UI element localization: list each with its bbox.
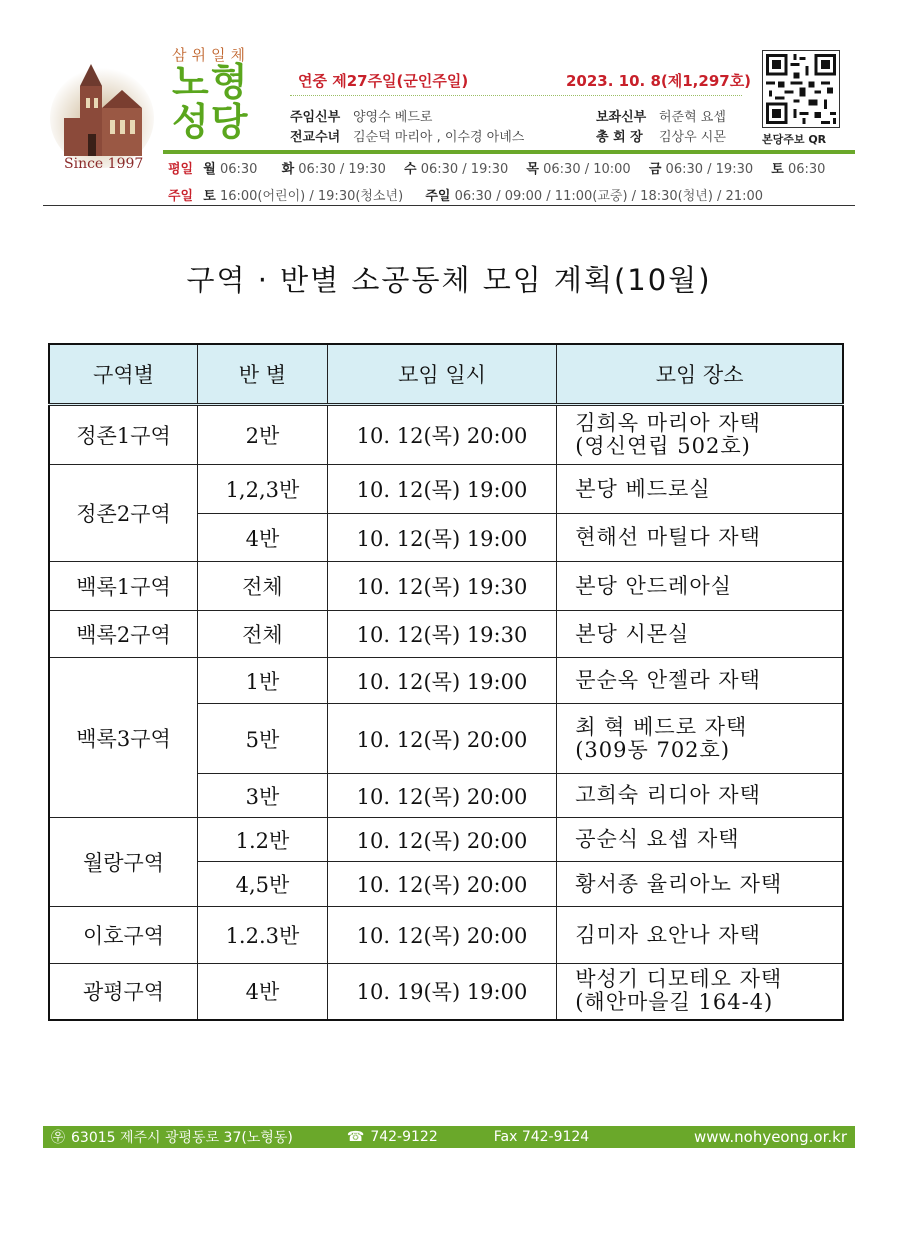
district-cell: 이호구역 (49, 907, 198, 964)
weekday-mass-schedule (168, 158, 825, 177)
sunday-times: 06:30 / 09:00 / 11:00(교중) / 18:30(청년) / 21:00 (454, 189, 764, 204)
saturday-times: 16:00(어린이) / 19:30(청소년) (219, 189, 404, 204)
place-cell (557, 405, 843, 465)
table-row (49, 611, 843, 658)
pastor-label: 주임신부 (290, 110, 341, 125)
weekday-times: 06:30 (787, 162, 826, 177)
page-title: 구역 · 반별 소공동체 모임 계획(10월) (186, 263, 712, 297)
datetime-cell: 10. 12(목) 19:30 (327, 611, 556, 658)
president-name: 김상우 시몬 (659, 130, 726, 145)
place-line: (영신연립 502호) (575, 434, 751, 458)
district-cell: 정존2구역 (49, 465, 198, 562)
datetime-cell: 10. 12(목) 20:00 (327, 818, 556, 862)
datetime-cell: 10. 12(목) 19:00 (327, 514, 556, 562)
table-header-row (49, 344, 843, 405)
sunday-day: 주일 (425, 189, 451, 204)
header-green-bar (163, 150, 855, 154)
place-cell: 고희숙 리디아 자택 (557, 774, 843, 818)
district-cell: 광평구역 (49, 964, 198, 1020)
district-cell: 월랑구역 (49, 818, 198, 907)
place-cell: 본당 베드로실 (557, 465, 843, 514)
assistant-name: 허준혁 요셉 (659, 110, 726, 125)
footer-phone: 742-9122 (370, 1129, 438, 1145)
place-cell: 황서종 율리아노 자택 (557, 862, 843, 907)
trinity-label: 삼위일체 (172, 46, 250, 64)
weekday-day: 수 (404, 162, 417, 177)
place-line: 박성기 디모테오 자택 (575, 967, 783, 992)
group-cell: 3반 (198, 774, 328, 818)
datetime-cell: 10. 12(목) 20:00 (327, 774, 556, 818)
datetime-cell: 10. 12(목) 20:00 (327, 907, 556, 964)
datetime-cell: 10. 12(목) 19:30 (327, 562, 556, 611)
place-cell: 본당 안드레아실 (557, 562, 843, 611)
group-cell: 1.2반 (198, 818, 328, 862)
table-row (49, 658, 843, 704)
liturgical-sunday: 연중 제27주일(군인주일) (298, 72, 469, 90)
group-cell: 1반 (198, 658, 328, 704)
place-line: 최 혁 베드로 자택 (575, 714, 748, 739)
table-row (49, 907, 843, 964)
church-logo (50, 58, 154, 168)
table-row (49, 562, 843, 611)
weekday-day: 금 (648, 162, 662, 177)
weekday-label: 평일 (168, 162, 194, 177)
weekday-times: 06:30 / 19:30 (298, 162, 386, 177)
group-cell: 4,5반 (198, 862, 328, 907)
dotted-divider (290, 95, 742, 96)
datetime-cell: 10. 12(목) 19:00 (327, 465, 556, 514)
issue-date: 2023. 10. 8(제1,297호) (566, 72, 752, 90)
footer-address: 63015 제주시 광평동로 37(노형동) (71, 1130, 293, 1146)
datetime-cell: 10. 19(목) 19:00 (327, 964, 556, 1020)
meeting-schedule-table (48, 343, 844, 1021)
place-cell: 본당 시몬실 (557, 611, 843, 658)
weekday-times: 06:30 (219, 162, 258, 177)
sisters-label: 전교수녀 (290, 130, 341, 145)
sunday-mass-schedule (168, 185, 763, 204)
phone-icon: ☎ (346, 1129, 365, 1145)
footer-bar (43, 1126, 855, 1148)
district-cell: 백록3구역 (49, 658, 198, 818)
pastor-name: 양영수 베드로 (353, 110, 433, 125)
table-row (49, 405, 843, 465)
president-label: 총 회 장 (596, 130, 643, 145)
footer-website-link[interactable]: www.nohyeong.or.kr (693, 1128, 847, 1146)
weekday-times: 06:30 / 10:00 (543, 162, 631, 177)
table-row (49, 818, 843, 862)
datetime-cell: 10. 12(목) 20:00 (327, 704, 556, 774)
location-icon: ㉾ (51, 1130, 65, 1146)
header-bottom-rule (43, 205, 855, 206)
column-header-district: 구역별 (49, 344, 198, 405)
parish-name-line1: 노형 (172, 60, 250, 104)
group-cell: 전체 (198, 562, 328, 611)
saturday-day: 토 (203, 189, 216, 204)
column-header-group: 반 별 (198, 344, 328, 405)
table-row (49, 964, 843, 1020)
group-cell: 2반 (198, 405, 328, 465)
assistant-label: 보좌신부 (596, 110, 647, 125)
place-cell (557, 964, 843, 1020)
group-cell: 4반 (198, 964, 328, 1020)
place-cell (557, 704, 843, 774)
district-cell: 백록1구역 (49, 562, 198, 611)
column-header-datetime: 모임 일시 (327, 344, 556, 405)
place-cell: 공순식 요셉 자택 (557, 818, 843, 862)
weekday-times: 06:30 / 19:30 (420, 162, 509, 177)
weekday-times: 06:30 / 19:30 (665, 162, 754, 177)
weekday-day: 월 (203, 162, 216, 177)
group-cell: 4반 (198, 514, 328, 562)
group-cell: 1.2.3반 (198, 907, 328, 964)
table-row (49, 465, 843, 514)
place-line: 김희옥 마리아 자택 (575, 411, 761, 435)
place-cell: 문순옥 안젤라 자택 (557, 658, 843, 704)
parish-name-line2: 성당 (172, 100, 250, 144)
weekday-day: 토 (771, 162, 784, 177)
place-cell: 김미자 요안나 자택 (557, 907, 843, 964)
place-line: (해안마을길 164-4) (575, 990, 774, 1015)
column-header-place: 모임 장소 (557, 344, 843, 405)
place-cell: 현해선 마틸다 자택 (557, 514, 843, 562)
qr-code-icon[interactable] (762, 50, 840, 128)
footer-fax: Fax 742-9124 (493, 1129, 590, 1145)
weekday-day: 화 (281, 162, 295, 177)
datetime-cell: 10. 12(목) 20:00 (327, 862, 556, 907)
since-year: Since 1997 (64, 156, 144, 172)
district-cell: 정존1구역 (49, 405, 198, 465)
sisters-names: 김순덕 마리아 , 이수경 아녜스 (353, 130, 525, 145)
datetime-cell: 10. 12(목) 20:00 (327, 405, 556, 465)
weekday-day: 목 (526, 162, 539, 177)
group-cell: 1,2,3반 (198, 465, 328, 514)
qr-label: 본당주보 QR (762, 133, 827, 146)
group-cell: 5반 (198, 704, 328, 774)
datetime-cell: 10. 12(목) 19:00 (327, 658, 556, 704)
sunday-label: 주일 (168, 189, 194, 204)
district-cell: 백록2구역 (49, 611, 198, 658)
group-cell: 전체 (198, 611, 328, 658)
place-line: (309동 702호) (575, 737, 731, 762)
